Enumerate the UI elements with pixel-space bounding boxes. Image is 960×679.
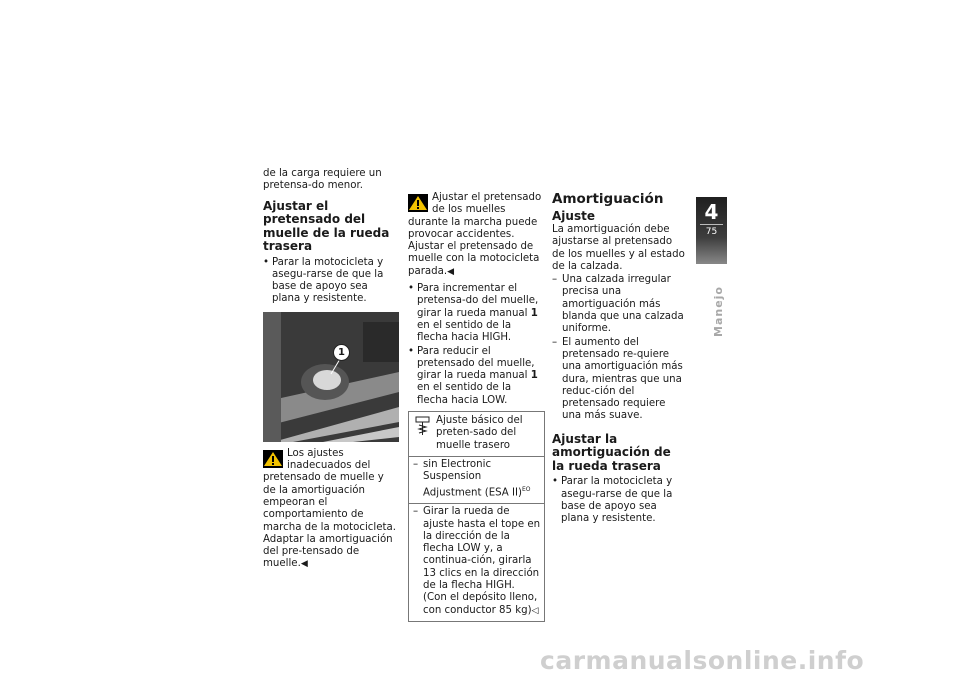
warning-adjust-while-riding: [408, 192, 545, 278]
section-heading-rear-damping: Ajustar la amortiguación de la rueda trasera: [552, 431, 671, 473]
spec-row-without-esa: [409, 457, 544, 504]
bullet-increase-preload: [408, 283, 545, 344]
intro-text: de la carga requiere un pretensa-do menor.: [263, 168, 382, 192]
column-left: [263, 168, 399, 571]
warning-text-part1: Los ajustes inadecuados del pretensado de muelle y de la amortiguación empeoran el comportamiento de marcha de la motocicleta.: [263, 447, 396, 533]
bullet-increase-text-a: Para incrementar el pretensa-do del muelle, girar la rueda manual: [417, 283, 539, 319]
chapter-number: 4: [704, 200, 719, 224]
spec-row-adjust-procedure: [409, 504, 544, 621]
bullet-decrease-text-b: en el sentido de la flecha hacia LOW.: [417, 382, 512, 406]
suspension-photo: [263, 312, 399, 442]
watermark-text: carmanualsonline.info: [540, 646, 865, 675]
chapter-tab: [696, 197, 727, 264]
end-mark-outline-icon: ◁: [531, 605, 539, 616]
spring-adjust-icon: [415, 416, 430, 436]
end-mark-icon: ◀: [300, 559, 308, 570]
subheading-adjustment: Ajuste: [552, 209, 595, 223]
warning-triangle-icon: [408, 194, 428, 212]
bullet-increase-text-b: en el sentido de la flecha hacia HIGH.: [417, 319, 512, 344]
section-heading-spring-preload: Ajustar el pretensado del muelle de la rueda trasera: [263, 198, 390, 254]
spec-table-header: [409, 412, 544, 457]
spec-row1-text: sin Electronic Suspension Adjustment (ESA II): [423, 458, 522, 498]
reference-number: 1: [530, 370, 538, 382]
section-heading-damping: Amortiguación: [552, 191, 664, 207]
column-right: [552, 168, 686, 526]
spec-table-title: Ajuste básico del preten-sado del muelle trasero: [436, 415, 523, 451]
reference-number: 1: [530, 307, 538, 319]
warning-triangle-icon: [263, 450, 283, 468]
warning-text-part2: Adaptar la amortiguación del pre-tensado de muelle.: [263, 533, 393, 570]
bullet-park-motorcycle-2: • Parar la motocicleta y asegu-rarse de que la base de apoyo sea plana y resistente.: [552, 476, 686, 525]
suspension-photo-drawing: [263, 312, 399, 442]
bullet-decrease-text-a: Para reducir el pretensado del muelle, girar la rueda manual: [417, 345, 535, 382]
page-number: 75: [705, 227, 718, 237]
dash-preload-increase: – El aumento del pretensado re-quiere una amortiguación más dura, mientras que una reduc-ción del pretensado requiere una más suave.: [552, 337, 686, 423]
dash-irregular-road: – Una calzada irregular precisa una amortiguación más blanda que una calzada uniforme.: [552, 274, 686, 335]
damping-intro-text: La amortiguación debe ajustarse al pretensado de los muelles y al estado de la calzada.: [552, 224, 685, 272]
chapter-tab-divider: [700, 224, 723, 225]
bullet-decrease-preload: [408, 346, 545, 407]
photo-callout-1: 1: [333, 344, 350, 361]
end-mark-icon: ◀: [447, 266, 455, 277]
warning-riding-text: Ajustar el pretensado de los muelles durante la marcha puede provocar accidentes.: [408, 192, 542, 240]
warning-adjust-suspension: [263, 448, 399, 571]
spec-row1-superscript: EO: [522, 485, 531, 493]
warning-riding-instruction: Ajustar el pretensado de muelle con la motocicleta parada.: [408, 241, 540, 277]
spec-table-basic-preload: [408, 411, 545, 622]
bullet-park-motorcycle: • Parar la motocicleta y asegu-rarse de que la base de apoyo sea plana y resistente.: [263, 257, 399, 306]
column-middle: [408, 168, 545, 622]
spec-row2-text: Girar la rueda de ajuste hasta el tope en la dirección de la flecha LOW y, a continua-ción, girarla 13 clics en la dirección de la flecha HIGH. (Con el depósito lleno, con conductor 85 kg): [423, 506, 541, 616]
